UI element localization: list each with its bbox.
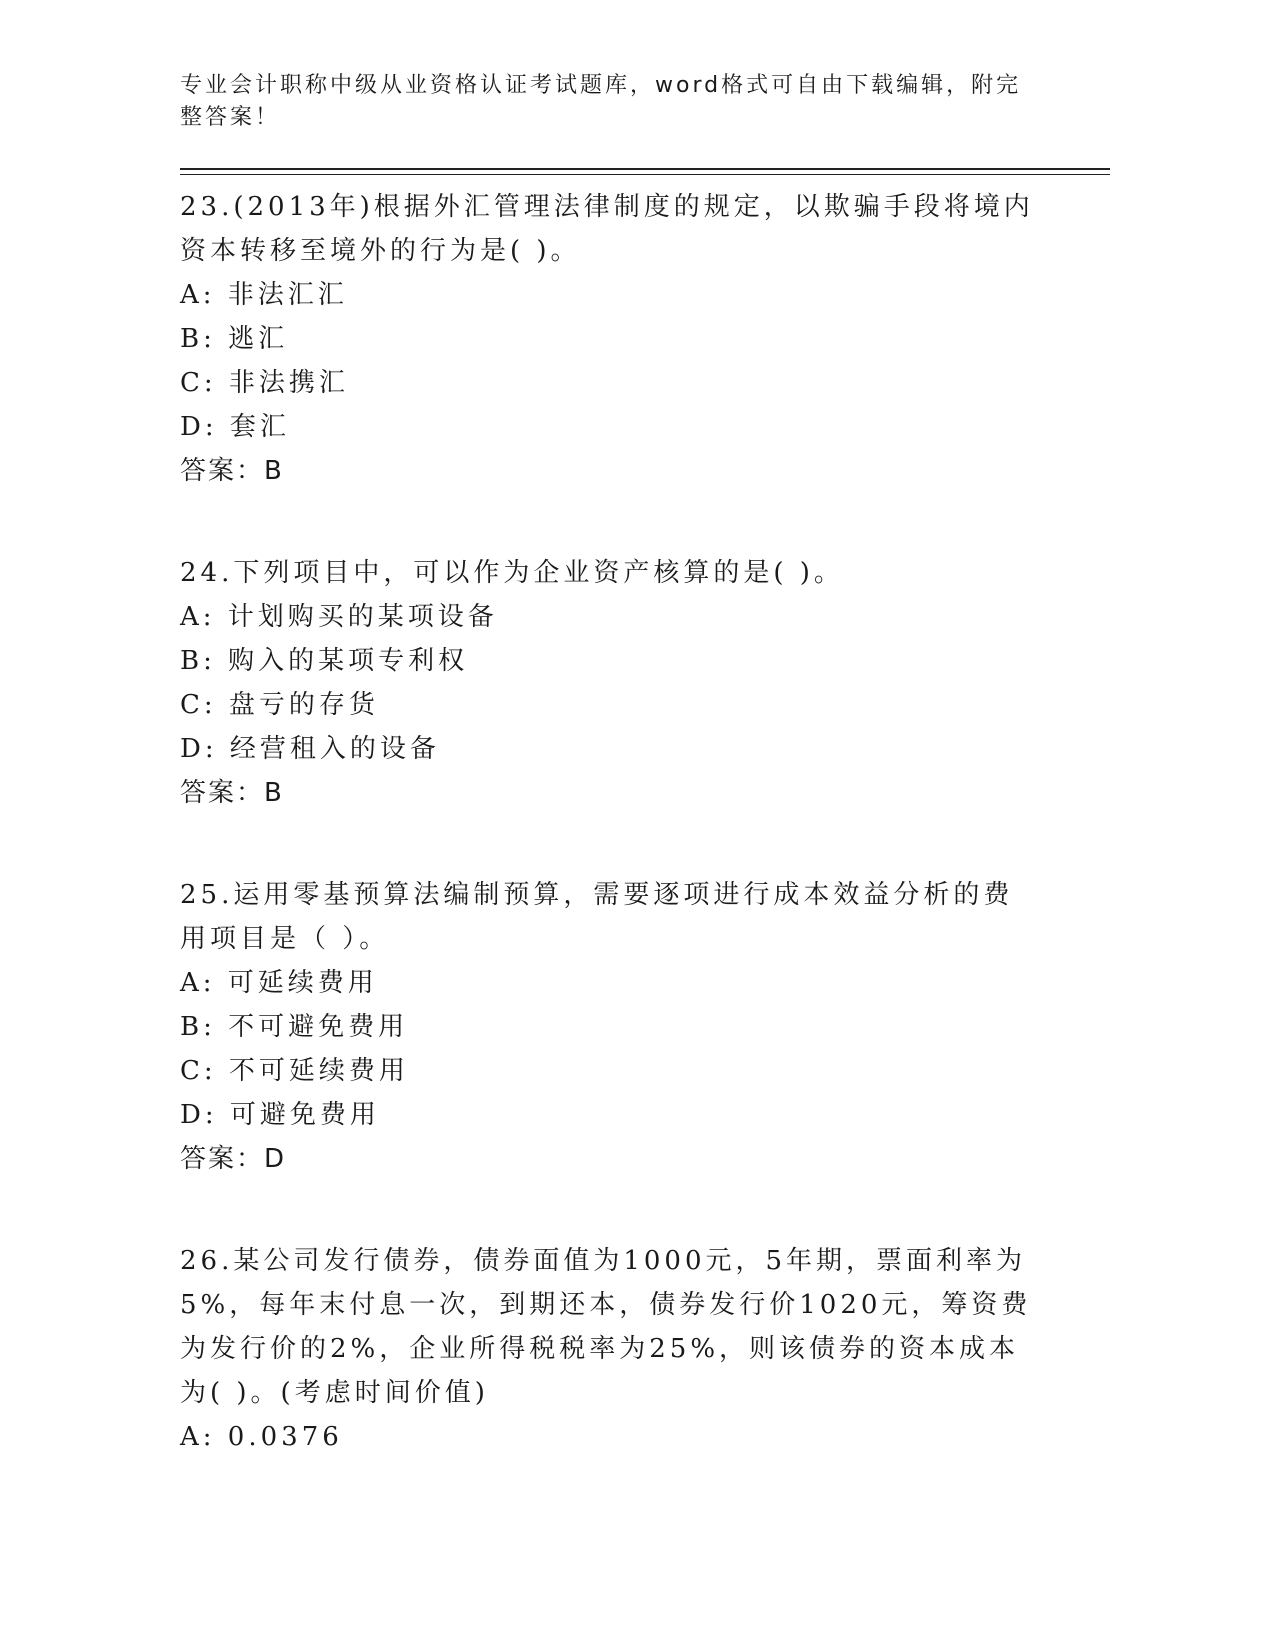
option-c: C: 非法携汇 — [180, 368, 349, 398]
option-b: B: 购入的某项专利权 — [180, 646, 469, 676]
option-b: B: 逃汇 — [180, 324, 289, 354]
option-a: A: 计划购买的某项设备 — [180, 602, 498, 632]
answer: 答案：B — [180, 778, 284, 808]
answer: 答案：B — [180, 456, 284, 486]
option-c: C: 盘亏的存货 — [180, 690, 379, 720]
option-a: A: 0.0376 — [180, 1422, 343, 1452]
answer: 答案：D — [180, 1144, 287, 1174]
question-stem: 26.某公司发行债券，债券面值为1000元，5年期，票面利率为5%，每年末付息一次，到期还本，债券发行价1020元，筹资费为发行价的2%，企业所得税税率为25%，则该债券的资本成本为( )。(考虑时间价值) — [180, 1246, 1032, 1408]
question-23 — [180, 185, 1110, 493]
document-intro: 专业会计职称中级从业资格认证考试题库，word格式可自由下载编辑，附完整答案！ — [180, 73, 1022, 130]
option-d: D: 经营租入的设备 — [180, 734, 440, 764]
question-stem: 23.(2013年)根据外汇管理法律制度的规定，以欺骗手段将境内资本转移至境外的行为是( )。 — [180, 192, 1034, 266]
option-d: D: 可避免费用 — [180, 1100, 380, 1130]
question-26 — [180, 1239, 1110, 1459]
option-c: C: 不可延续费用 — [180, 1056, 409, 1086]
header-divider — [180, 168, 1110, 175]
question-stem: 24.下列项目中，可以作为企业资产核算的是( )。 — [180, 558, 844, 588]
question-25 — [180, 873, 1110, 1181]
option-a: A: 可延续费用 — [180, 968, 378, 998]
option-d: D: 套汇 — [180, 412, 290, 442]
question-24 — [180, 551, 1110, 815]
option-b: B: 不可避免费用 — [180, 1012, 409, 1042]
option-a: A: 非法汇汇 — [180, 280, 348, 310]
question-stem: 25.运用零基预算法编制预算，需要逐项进行成本效益分析的费用项目是（ ）。 — [180, 880, 1014, 954]
document-page — [180, 70, 1110, 1459]
